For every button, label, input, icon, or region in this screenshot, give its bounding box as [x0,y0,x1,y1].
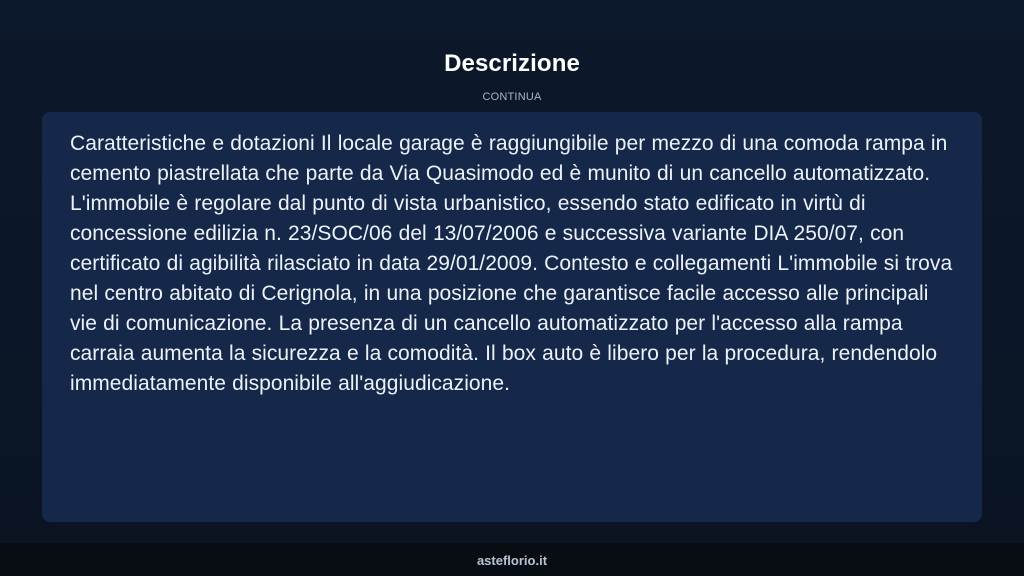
continuation-label: CONTINUA [482,91,542,103]
page-footer [0,543,1024,576]
description-text: Caratteristiche e dotazioni Il locale garage è raggiungibile per mezzo di una comoda rampa in cemento piastrellata che parte da Via Quasimodo ed è munito di un cancello automatizzato. L'immobile è regolare dal punto di vista urbanistico, essendo stato edificato in virtù di concessione edilizia n. 23/SOC/06 del 13/07/2006 e successiva variante DIA 250/07, con certificato di agibilità rilasciato in data 29/01/2009. Contesto e collegamenti L'immobile si trova nel centro abitato di Cerignola, in una posizione che garantisce facile accesso alle principali vie di comunicazione. La presenza di un cancello automatizzato per l'accesso alla rampa carraia aumenta la sicurezza e la comodità. Il box auto è libero per la procedura, rendendolo immediatamente disponibile all'aggiudicazione. [70,132,953,395]
page-title: Descrizione [444,50,580,77]
footer-domain: asteflorio.it [476,553,548,568]
description-panel [42,112,982,522]
